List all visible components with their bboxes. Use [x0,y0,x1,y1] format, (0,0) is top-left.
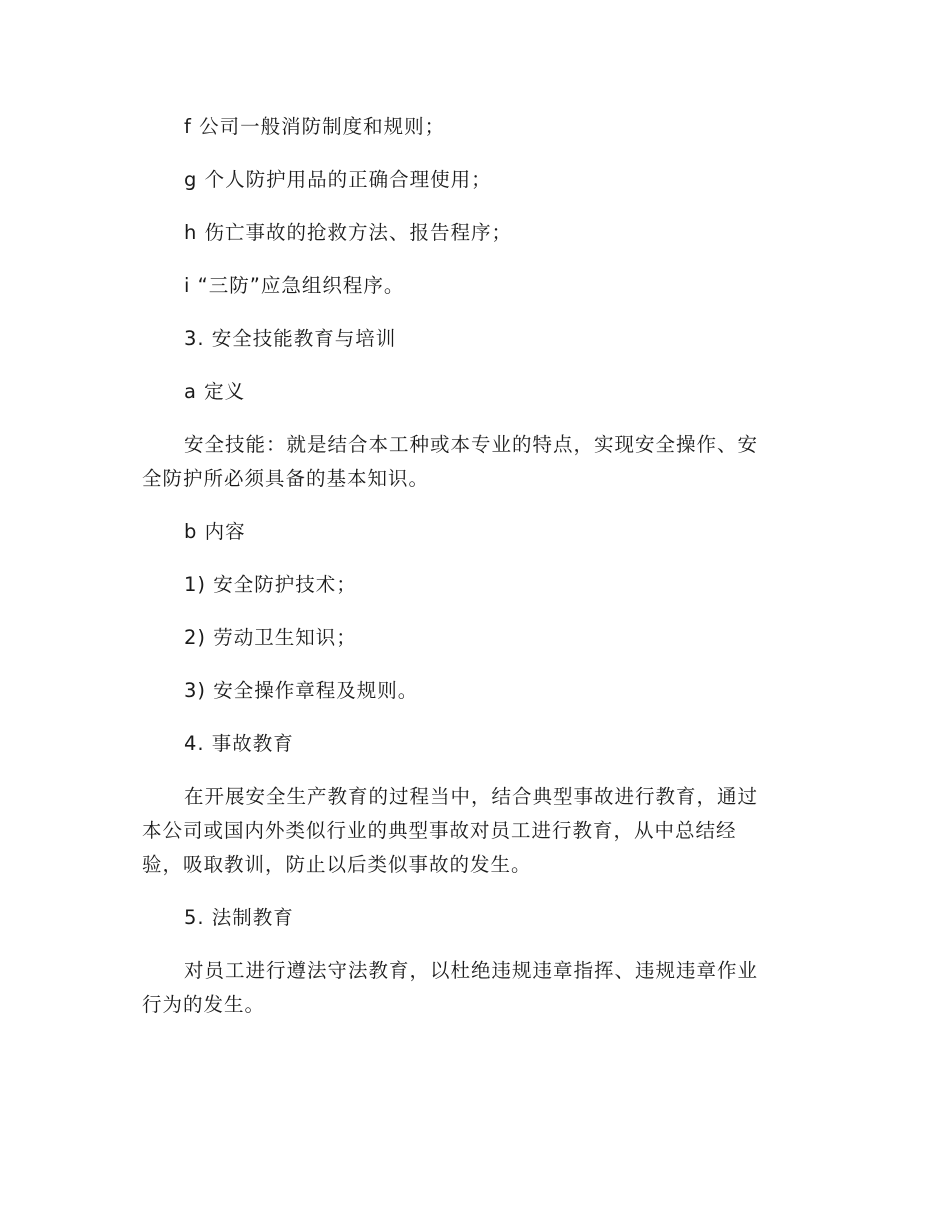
paragraph-line: 在开展安全生产教育的过程当中，结合典型事故进行教育，通过 [184,785,759,808]
numbered-item-3: 3) 安全操作章程及规则。 [184,679,419,702]
paragraph-line: 本公司或国内外类似行业的典型事故对员工进行教育，从中总结经 [142,819,737,842]
paragraph-legal-education [142,954,802,1022]
numbered-item-2: 2) 劳动卫生知识； [184,626,357,649]
paragraph-line: 全防护所必须具备的基本知识。 [142,467,430,490]
section-heading-4: 4. 事故教育 [184,732,294,755]
numbered-item-1: 1) 安全防护技术； [184,573,357,596]
list-item-f: f 公司一般消防制度和规则； [184,115,446,138]
paragraph-accident-education [142,780,802,882]
list-item-h: h 伤亡事故的抢救方法、报告程序； [184,221,513,244]
paragraph-line: 验，吸取教训，防止以后类似事故的发生。 [142,853,532,876]
paragraph-line: 安全技能：就是结合本工种或本专业的特点，实现安全操作、安 [184,433,759,456]
list-item-g: g 个人防护用品的正确合理使用； [184,168,492,191]
paragraph-line: 对员工进行遵法守法教育，以杜绝违规违章指挥、违规违章作业 [184,959,759,982]
paragraph-safety-skill [142,428,802,496]
section-heading-3: 3. 安全技能教育与培训 [184,327,397,350]
sub-item-definition: a 定义 [184,380,246,403]
list-item-i: i “三防”应急组织程序。 [184,274,405,297]
document-body [142,110,802,1041]
sub-item-content: b 内容 [184,520,246,543]
paragraph-line: 行为的发生。 [142,993,266,1016]
section-heading-5: 5. 法制教育 [184,906,294,929]
